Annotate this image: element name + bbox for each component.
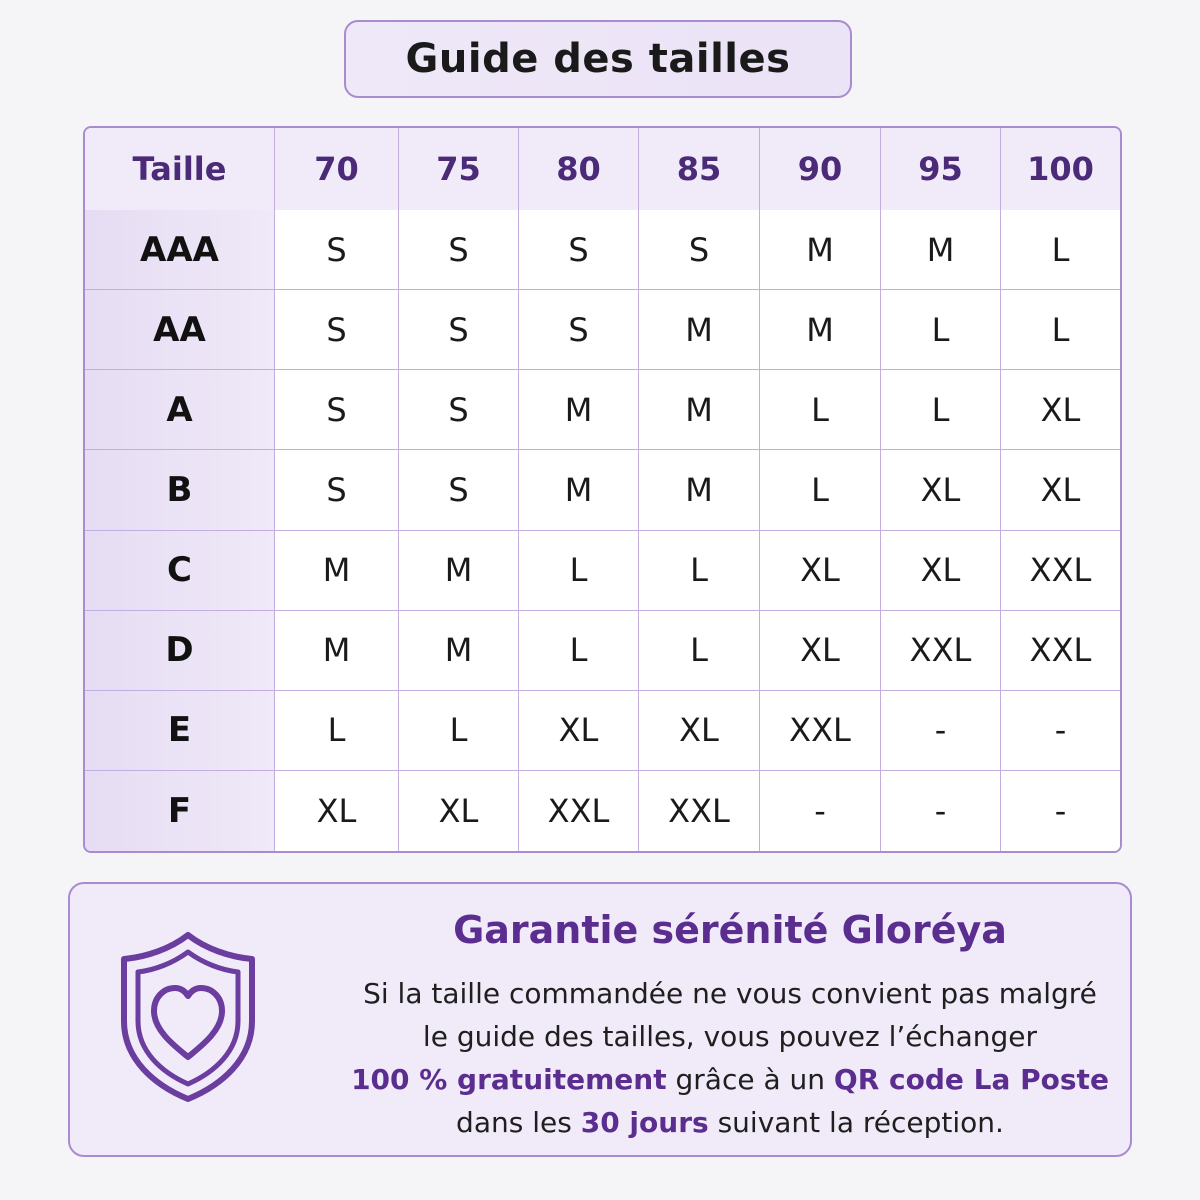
table-body	[85, 210, 1120, 851]
table-cell: S	[275, 370, 399, 450]
table-cell: XXL	[639, 771, 760, 851]
table-cell: M	[275, 531, 399, 611]
table-cell: XL	[519, 691, 639, 771]
table-cell: XXL	[760, 691, 881, 771]
row-header: B	[85, 450, 275, 530]
table-cell: -	[1001, 691, 1120, 771]
table-cell: L	[1001, 290, 1120, 370]
guarantee-line-4	[290, 1101, 1170, 1144]
table-cell: M	[760, 290, 881, 370]
column-header: 95	[881, 128, 1001, 210]
row-header: AA	[85, 290, 275, 370]
column-header: 80	[519, 128, 639, 210]
table-cell: M	[399, 531, 519, 611]
table-cell: XL	[881, 450, 1001, 530]
table-cell: M	[639, 290, 760, 370]
table-cell: M	[760, 210, 881, 290]
guarantee-text	[290, 972, 1170, 1144]
table-cell: S	[399, 210, 519, 290]
table-cell: XL	[881, 531, 1001, 611]
table-cell: -	[881, 771, 1001, 851]
table-cell: S	[275, 210, 399, 290]
table-cell: XXL	[1001, 531, 1120, 611]
guarantee-line-3-mid: grâce à un	[666, 1063, 834, 1096]
table-cell: M	[399, 611, 519, 691]
table-cell: L	[519, 531, 639, 611]
corner-header: Taille	[85, 128, 275, 210]
row-header: D	[85, 611, 275, 691]
table-cell: S	[275, 450, 399, 530]
table-cell: S	[519, 210, 639, 290]
column-header: 85	[639, 128, 760, 210]
table-cell: S	[399, 450, 519, 530]
table-cell: -	[760, 771, 881, 851]
table-cell: XL	[399, 771, 519, 851]
table-cell: -	[881, 691, 1001, 771]
table-cell: XL	[760, 531, 881, 611]
table-cell: L	[881, 290, 1001, 370]
table-cell: M	[519, 370, 639, 450]
table-row	[85, 450, 1120, 530]
table-cell: S	[275, 290, 399, 370]
table-row	[85, 611, 1120, 691]
table-cell: M	[639, 450, 760, 530]
table-cell: XXL	[1001, 611, 1120, 691]
table-cell: XXL	[519, 771, 639, 851]
table-cell: XXL	[881, 611, 1001, 691]
row-header: E	[85, 691, 275, 771]
table-row	[85, 771, 1120, 851]
table-cell: XL	[275, 771, 399, 851]
table-cell: L	[275, 691, 399, 771]
qr-code-highlight: QR code La Poste	[833, 1063, 1109, 1096]
table-cell: L	[881, 370, 1001, 450]
table-cell: S	[399, 290, 519, 370]
table-row	[85, 691, 1120, 771]
table-cell: L	[1001, 210, 1120, 290]
table-row	[85, 370, 1120, 450]
guarantee-title: Garantie sérénité Gloréya	[453, 908, 1007, 952]
table-cell: -	[1001, 771, 1120, 851]
table-row	[85, 290, 1120, 370]
row-header: AAA	[85, 210, 275, 290]
table-cell: L	[760, 450, 881, 530]
table-cell: XL	[1001, 450, 1120, 530]
size-guide-table	[83, 126, 1122, 853]
guarantee-line-1: Si la taille commandée ne vous convient pas malgré	[363, 977, 1097, 1010]
table-cell: S	[399, 370, 519, 450]
row-header: F	[85, 771, 275, 851]
table-cell: S	[519, 290, 639, 370]
guarantee-line-2: le guide des tailles, vous pouvez l’échanger	[422, 1020, 1038, 1053]
table-cell: M	[881, 210, 1001, 290]
free-highlight: 100 % gratuitement	[351, 1063, 667, 1096]
column-header: 100	[1001, 128, 1120, 210]
shield-heart-icon	[118, 929, 258, 1104]
page-title: Guide des tailles	[405, 36, 791, 82]
table-row	[85, 531, 1120, 611]
table-cell: L	[399, 691, 519, 771]
table-cell: M	[275, 611, 399, 691]
table-cell: XL	[760, 611, 881, 691]
column-header: 75	[399, 128, 519, 210]
table-cell: S	[639, 210, 760, 290]
table-header-row	[85, 128, 1120, 210]
table-cell: M	[519, 450, 639, 530]
table-cell: L	[760, 370, 881, 450]
table-cell: XL	[1001, 370, 1120, 450]
table-cell: L	[639, 611, 760, 691]
table-cell: M	[639, 370, 760, 450]
table-cell: L	[639, 531, 760, 611]
guarantee-line-3	[290, 1058, 1170, 1101]
table-cell: L	[519, 611, 639, 691]
row-header: C	[85, 531, 275, 611]
days-highlight: 30 jours	[580, 1106, 709, 1139]
table-cell: XL	[639, 691, 760, 771]
guarantee-line-4-pre: dans les	[456, 1106, 581, 1139]
title-banner	[344, 20, 852, 98]
guarantee-panel	[68, 882, 1132, 1157]
row-header: A	[85, 370, 275, 450]
column-header: 70	[275, 128, 399, 210]
guarantee-line-4-post: suivant la réception.	[708, 1106, 1004, 1139]
table-row	[85, 210, 1120, 290]
column-header: 90	[760, 128, 881, 210]
